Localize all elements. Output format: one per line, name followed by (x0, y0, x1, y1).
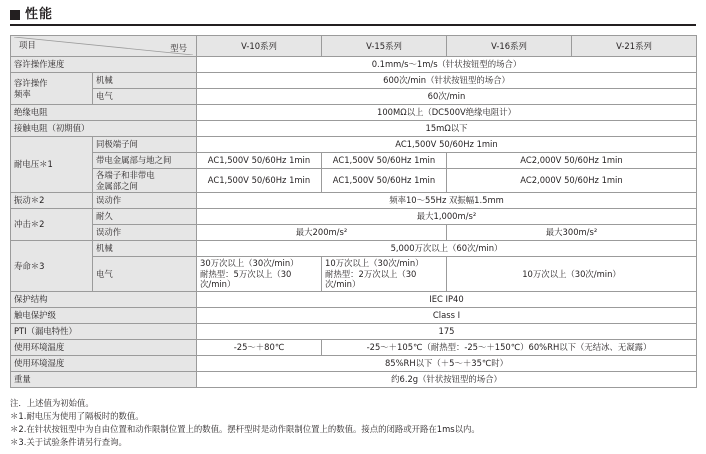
table-row (11, 137, 697, 153)
row-sublabel: 误动作 (93, 193, 197, 209)
page-title-text: 性能 (25, 7, 54, 22)
value-cell: 0.1mm/s～1m/s（针状按钮型的场合） (197, 57, 697, 73)
row-sublabel: 各端子和非带电 金属部之间 (93, 169, 197, 193)
header-col-3: V-21系列 (572, 36, 697, 57)
row-label: 绝缘电阻 (11, 105, 197, 121)
table-row (11, 307, 697, 323)
table-row (11, 89, 697, 105)
value-cell: -25～＋80℃ (197, 339, 322, 355)
row-sublabel: 电气 (93, 89, 197, 105)
value-cell: AC1,500V 50/60Hz 1min (322, 169, 447, 193)
table-row (11, 153, 697, 169)
row-sublabel: 机械 (93, 73, 197, 89)
header-col-1: V-15系列 (322, 36, 447, 57)
table-row (11, 257, 697, 292)
row-sublabel: 同极端子间 (93, 137, 197, 153)
table-row (11, 323, 697, 339)
header-item-label: 项目 (19, 40, 36, 50)
row-sublabel: 误动作 (93, 225, 197, 241)
value-cell: AC1,500V 50/60Hz 1min (197, 137, 697, 153)
diagonal-divider-icon (14, 37, 193, 55)
row-label: 重量 (11, 371, 197, 387)
header-col-0: V-10系列 (197, 36, 322, 57)
value-cell: 最大1,000m/s² (197, 209, 697, 225)
value-cell: 10万次以上（30次/min） (447, 257, 697, 292)
table-row (11, 169, 697, 193)
header-col-2: V-16系列 (447, 36, 572, 57)
table-row (11, 209, 697, 225)
table-row (11, 355, 697, 371)
value-cell: 15mΩ以下 (197, 121, 697, 137)
row-label: 使用环境温度 (11, 339, 197, 355)
value-cell: 5,000万次以上（60次/min） (197, 241, 697, 257)
row-label: 容许操作速度 (11, 57, 197, 73)
value-cell: 85%RH以下（＋5～＋35℃时） (197, 355, 697, 371)
value-cell: IEC IP40 (197, 291, 697, 307)
table-row (11, 57, 697, 73)
value-cell: AC1,500V 50/60Hz 1min (197, 153, 322, 169)
value-cell: AC1,500V 50/60Hz 1min (197, 169, 322, 193)
table-row (11, 105, 697, 121)
page-title (10, 8, 696, 26)
value-cell: 30万次以上（30次/min） 耐热型：5万次以上（30次/min） (197, 257, 322, 292)
square-bullet-icon (10, 10, 20, 20)
value-cell: 600次/min（针状按钮型的场合） (197, 73, 697, 89)
table-row (11, 371, 697, 387)
value-cell: 100MΩ以上（DC500V绝缘电阻计） (197, 105, 697, 121)
row-sublabel: 电气 (93, 257, 197, 292)
table-row (11, 241, 697, 257)
row-label: 耐电压＊1 (11, 137, 93, 193)
value-cell: -25～＋105℃（耐热型：-25～＋150℃）60%RH以下（无结冰、无凝露） (322, 339, 697, 355)
table-row (11, 121, 697, 137)
table-header-row (11, 36, 697, 57)
value-cell: AC2,000V 50/60Hz 1min (447, 169, 697, 193)
table-row (11, 225, 697, 241)
value-cell: 60次/min (197, 89, 697, 105)
value-cell: 最大200m/s² (197, 225, 447, 241)
row-label: PTI（漏电特性） (11, 323, 197, 339)
value-cell: 最大300m/s² (447, 225, 697, 241)
row-label: 接触电阻（初期值） (11, 121, 197, 137)
specifications-table (10, 35, 697, 388)
footnote-line: ＊3.关于试验条件请另行查询。 (10, 436, 127, 447)
row-label: 保护结构 (11, 291, 197, 307)
row-label: 振动＊2 (11, 193, 93, 209)
table-row (11, 193, 697, 209)
value-cell: 175 (197, 323, 697, 339)
row-label: 寿命＊3 (11, 241, 93, 292)
table-row (11, 339, 697, 355)
row-sublabel: 耐久 (93, 209, 197, 225)
header-model-label: 型号 (170, 42, 187, 53)
row-label: 冲击＊2 (11, 209, 93, 241)
value-cell: 约6.2g（针状按钮型的场合） (197, 371, 697, 387)
table-row (11, 73, 697, 89)
row-sublabel: 带电金属部与地之间 (93, 153, 197, 169)
row-label: 触电保护级 (11, 307, 197, 323)
value-cell: AC1,500V 50/60Hz 1min (322, 153, 447, 169)
value-cell: Class Ⅰ (197, 307, 697, 323)
footnotes (10, 397, 696, 449)
footnote-line: ＊2.在针状按钮型中为自由位置和动作限制位置上的数值。摆杆型时是动作限制位置上的数值。接点的闭路或开路在1ms以内。 (10, 423, 480, 434)
footnote-line: ＊1.耐电压为使用了隔板时的数值。 (10, 410, 144, 421)
header-item-model-cell (11, 36, 197, 57)
row-sublabel: 机械 (93, 241, 197, 257)
value-cell: 频率10～55Hz 双振幅1.5mm (197, 193, 697, 209)
row-label: 容许操作 频率 (11, 73, 93, 105)
value-cell: 10万次以上（30次/min） 耐热型：2万次以上（30次/min） (322, 257, 447, 292)
value-cell: AC2,000V 50/60Hz 1min (447, 153, 697, 169)
table-row (11, 291, 697, 307)
row-label: 使用环境湿度 (11, 355, 197, 371)
footnote-line: 注．上述值为初始值。 (10, 397, 94, 408)
